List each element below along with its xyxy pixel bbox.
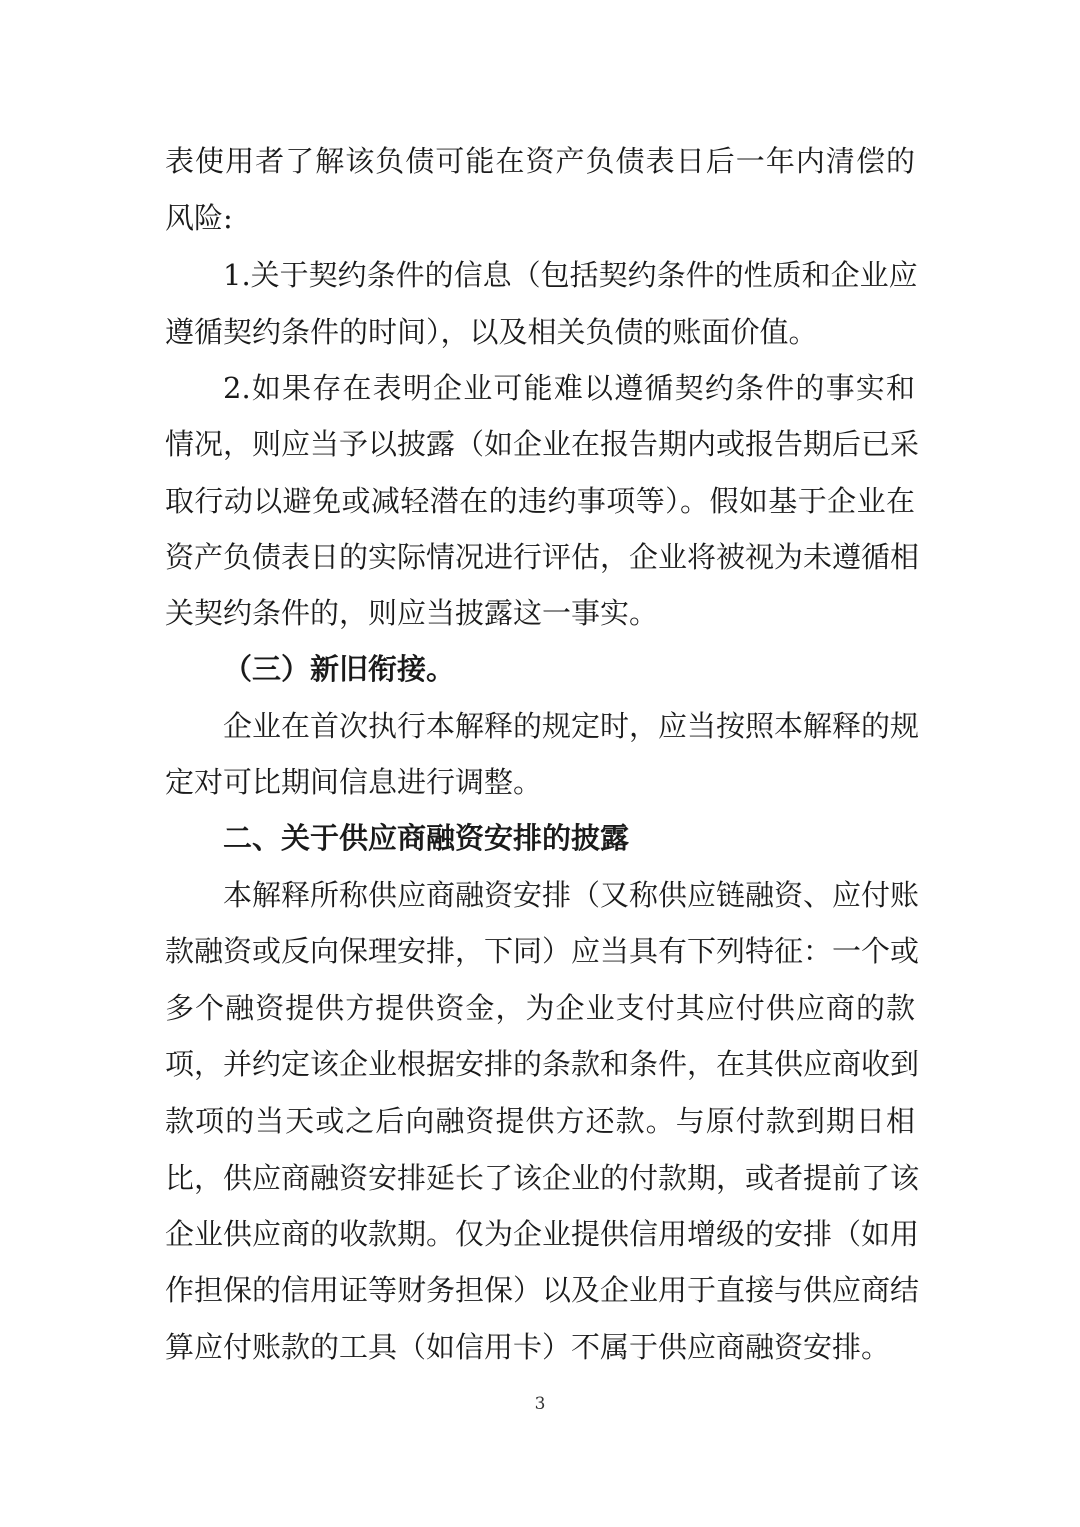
section-heading: 二、关于供应商融资安排的披露 bbox=[223, 821, 630, 855]
text-line: 情况，则应当予以披露（如企业在报告期内或报告期后已采 bbox=[165, 427, 920, 461]
text-line: 多个融资提供方提供资金，为企业支付其应付供应商的款 bbox=[165, 991, 915, 1025]
text-line: 定对可比期间信息进行调整。 bbox=[165, 765, 543, 799]
page-number: 3 bbox=[534, 1394, 546, 1414]
section-heading: （三）新旧衔接。 bbox=[223, 652, 456, 686]
text-line: 企业在首次执行本解释的规定时，应当按照本解释的规 bbox=[223, 709, 920, 743]
text-line: 比，供应商融资安排延长了该企业的付款期，或者提前了该 bbox=[165, 1161, 920, 1195]
text-line: 资产负债表日的实际情况进行评估，企业将被视为未遵循相 bbox=[165, 540, 920, 574]
text-line: 取行动以避免或减轻潜在的违约事项等）。假如基于企业在 bbox=[165, 484, 915, 518]
text-line: 本解释所称供应商融资安排（又称供应链融资、应付账 bbox=[223, 878, 920, 912]
text-line: 1.关于契约条件的信息（包括契约条件的性质和企业应 bbox=[223, 258, 918, 292]
text-line: 风险: bbox=[165, 201, 233, 235]
text-line: 算应付账款的工具（如信用卡）不属于供应商融资安排。 bbox=[165, 1330, 891, 1364]
text-line: 遵循契约条件的时间），以及相关负债的账面价值。 bbox=[165, 315, 818, 349]
text-line: 项，并约定该企业根据安排的条款和条件，在其供应商收到 bbox=[165, 1047, 920, 1081]
text-line: 作担保的信用证等财务担保）以及企业用于直接与供应商结 bbox=[165, 1273, 920, 1307]
text-line: 2.如果存在表明企业可能难以遵循契约条件的事实和 bbox=[223, 371, 915, 405]
text-line: 关契约条件的，则应当披露这一事实。 bbox=[165, 596, 659, 630]
text-line: 企业供应商的收款期。仅为企业提供信用增级的安排（如用 bbox=[165, 1217, 920, 1251]
text-line: 款项的当天或之后向融资提供方还款。与原付款到期日相 bbox=[165, 1104, 915, 1138]
text-line: 款融资或反向保理安排，下同）应当具有下列特征：一个或 bbox=[165, 934, 920, 968]
text-line: 表使用者了解该负债可能在资产负债表日后一年内清偿的 bbox=[165, 144, 915, 178]
